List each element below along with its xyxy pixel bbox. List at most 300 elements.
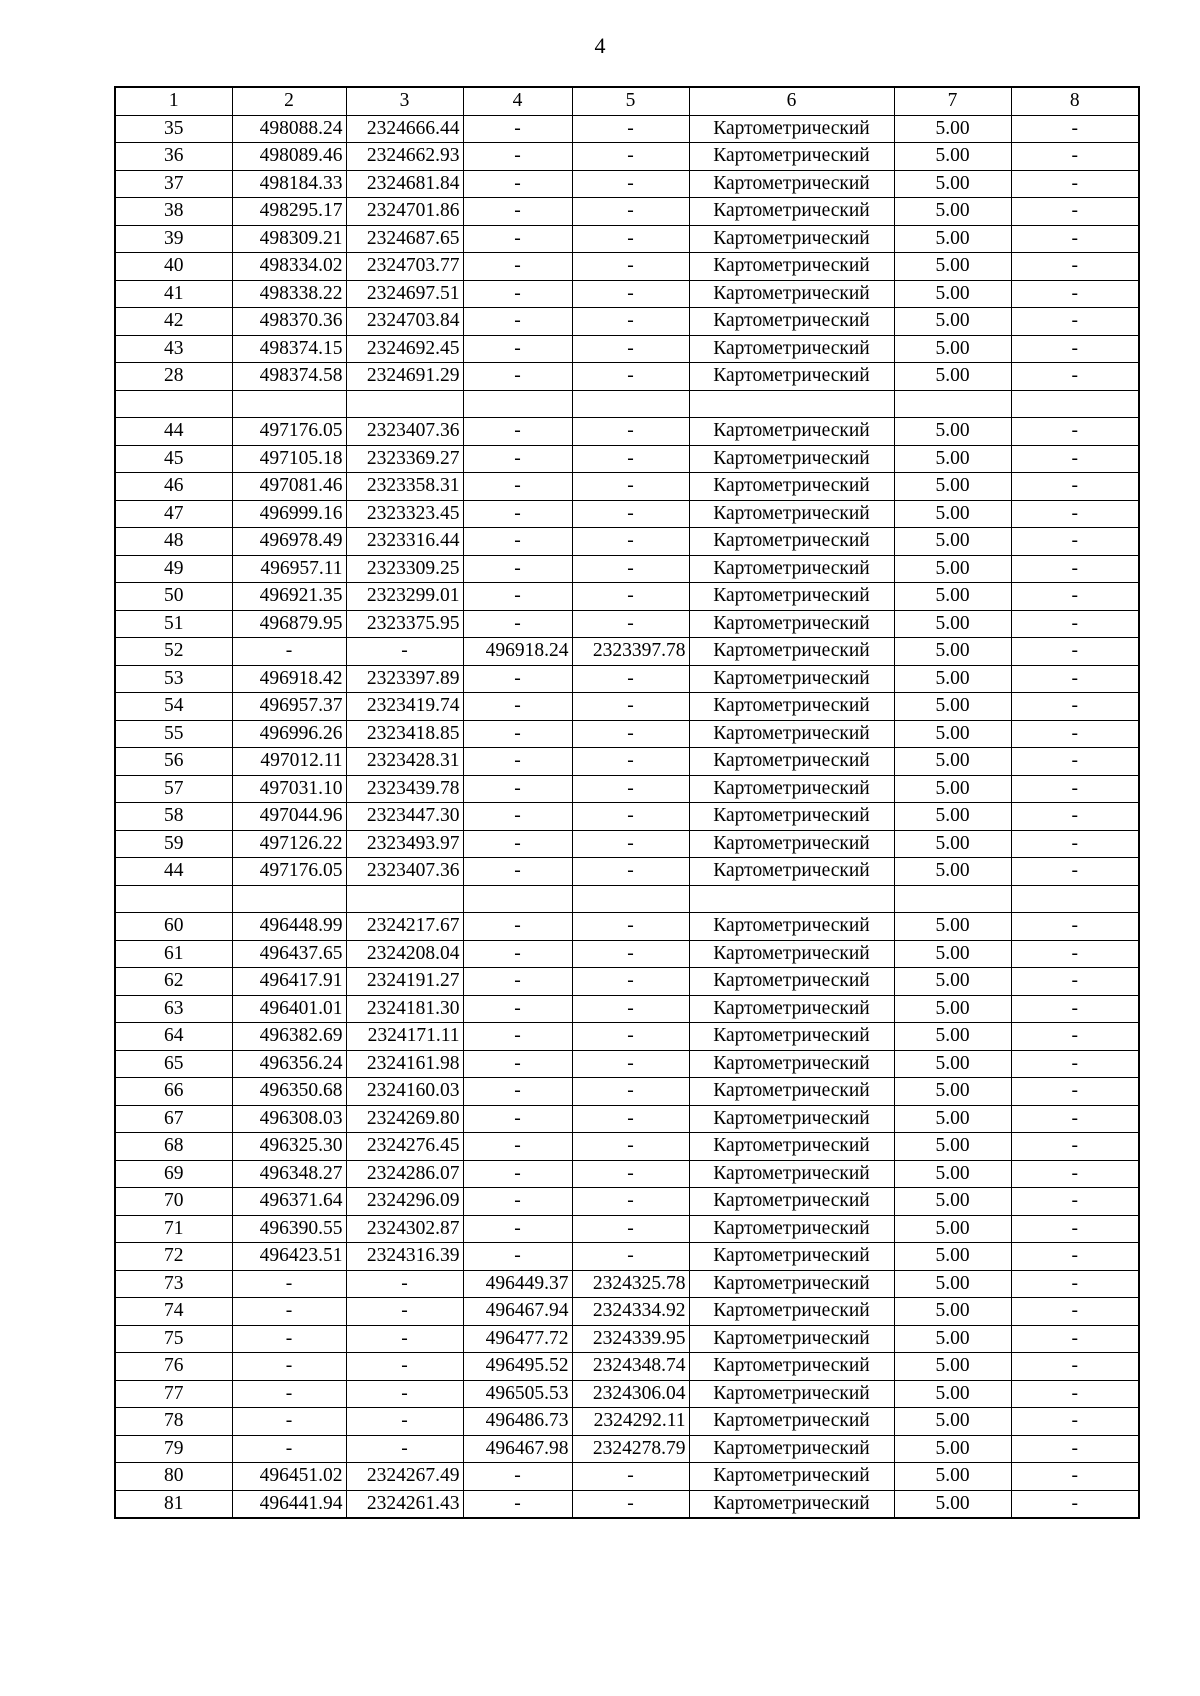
y-coordinate-alt-cell: - bbox=[572, 143, 689, 171]
precision-cell bbox=[894, 390, 1011, 418]
y-coordinate-cell bbox=[346, 885, 463, 913]
y-coordinate-cell: 2323323.45 bbox=[346, 500, 463, 528]
y-coordinate-alt-cell bbox=[572, 390, 689, 418]
precision-cell: 5.00 bbox=[894, 1435, 1011, 1463]
x-coordinate-cell: 497176.05 bbox=[232, 858, 346, 886]
x-coordinate-cell: 498089.46 bbox=[232, 143, 346, 171]
point-number-cell: 43 bbox=[115, 335, 232, 363]
method-cell: Картометрический bbox=[689, 253, 894, 281]
y-coordinate-alt-cell: - bbox=[572, 583, 689, 611]
y-coordinate-cell: - bbox=[346, 1298, 463, 1326]
x-coordinate-cell: 496437.65 bbox=[232, 940, 346, 968]
x-coordinate-cell: 496308.03 bbox=[232, 1105, 346, 1133]
point-number-cell: 37 bbox=[115, 170, 232, 198]
note-cell: - bbox=[1011, 1435, 1139, 1463]
x-coordinate-alt-cell: - bbox=[463, 280, 572, 308]
x-coordinate-cell: 498370.36 bbox=[232, 308, 346, 336]
x-coordinate-alt-cell: 496495.52 bbox=[463, 1353, 572, 1381]
x-coordinate-alt-cell: - bbox=[463, 1050, 572, 1078]
x-coordinate-cell: - bbox=[232, 1353, 346, 1381]
point-number-cell: 74 bbox=[115, 1298, 232, 1326]
y-coordinate-alt-cell: - bbox=[572, 500, 689, 528]
x-coordinate-cell: - bbox=[232, 1435, 346, 1463]
x-coordinate-cell: 496957.37 bbox=[232, 693, 346, 721]
table-row bbox=[115, 115, 1139, 143]
precision-cell: 5.00 bbox=[894, 775, 1011, 803]
note-cell: - bbox=[1011, 1298, 1139, 1326]
x-coordinate-cell: 496390.55 bbox=[232, 1215, 346, 1243]
precision-cell: 5.00 bbox=[894, 1160, 1011, 1188]
point-number-cell: 70 bbox=[115, 1188, 232, 1216]
column-header: 3 bbox=[346, 87, 463, 115]
x-coordinate-alt-cell: 496449.37 bbox=[463, 1270, 572, 1298]
y-coordinate-cell: - bbox=[346, 1353, 463, 1381]
method-cell: Картометрический bbox=[689, 1050, 894, 1078]
point-number-cell: 53 bbox=[115, 665, 232, 693]
y-coordinate-cell: 2323299.01 bbox=[346, 583, 463, 611]
point-number-cell: 50 bbox=[115, 583, 232, 611]
note-cell: - bbox=[1011, 1243, 1139, 1271]
table-row bbox=[115, 170, 1139, 198]
y-coordinate-alt-cell: - bbox=[572, 1105, 689, 1133]
x-coordinate-cell: 496879.95 bbox=[232, 610, 346, 638]
note-cell: - bbox=[1011, 143, 1139, 171]
x-coordinate-cell: - bbox=[232, 638, 346, 666]
x-coordinate-alt-cell: - bbox=[463, 940, 572, 968]
point-number-cell: 73 bbox=[115, 1270, 232, 1298]
point-number-cell: 38 bbox=[115, 198, 232, 226]
y-coordinate-cell: 2324160.03 bbox=[346, 1078, 463, 1106]
precision-cell: 5.00 bbox=[894, 1270, 1011, 1298]
note-cell: - bbox=[1011, 335, 1139, 363]
precision-cell: 5.00 bbox=[894, 1463, 1011, 1491]
method-cell: Картометрический bbox=[689, 143, 894, 171]
y-coordinate-alt-cell: - bbox=[572, 1243, 689, 1271]
x-coordinate-alt-cell: - bbox=[463, 253, 572, 281]
y-coordinate-cell: 2324269.80 bbox=[346, 1105, 463, 1133]
note-cell: - bbox=[1011, 665, 1139, 693]
x-coordinate-cell: - bbox=[232, 1380, 346, 1408]
y-coordinate-alt-cell: - bbox=[572, 1050, 689, 1078]
method-cell: Картометрический bbox=[689, 583, 894, 611]
y-coordinate-alt-cell: - bbox=[572, 528, 689, 556]
point-number-cell: 63 bbox=[115, 995, 232, 1023]
precision-cell: 5.00 bbox=[894, 1050, 1011, 1078]
x-coordinate-alt-cell: - bbox=[463, 473, 572, 501]
method-cell: Картометрический bbox=[689, 308, 894, 336]
y-coordinate-alt-cell: 2324325.78 bbox=[572, 1270, 689, 1298]
note-cell: - bbox=[1011, 528, 1139, 556]
y-coordinate-cell: 2323358.31 bbox=[346, 473, 463, 501]
y-coordinate-cell: 2324296.09 bbox=[346, 1188, 463, 1216]
note-cell: - bbox=[1011, 1408, 1139, 1436]
y-coordinate-cell: 2324687.65 bbox=[346, 225, 463, 253]
method-cell: Картометрический bbox=[689, 803, 894, 831]
method-cell: Картометрический bbox=[689, 280, 894, 308]
table-row bbox=[115, 1078, 1139, 1106]
note-cell: - bbox=[1011, 170, 1139, 198]
method-cell: Картометрический bbox=[689, 748, 894, 776]
table-row bbox=[115, 555, 1139, 583]
table-row bbox=[115, 1215, 1139, 1243]
point-number-cell: 68 bbox=[115, 1133, 232, 1161]
y-coordinate-alt-cell: - bbox=[572, 858, 689, 886]
note-cell: - bbox=[1011, 940, 1139, 968]
column-header: 5 bbox=[572, 87, 689, 115]
precision-cell: 5.00 bbox=[894, 830, 1011, 858]
table-row bbox=[115, 280, 1139, 308]
precision-cell: 5.00 bbox=[894, 610, 1011, 638]
x-coordinate-cell: 496371.64 bbox=[232, 1188, 346, 1216]
x-coordinate-alt-cell: - bbox=[463, 500, 572, 528]
note-cell: - bbox=[1011, 1463, 1139, 1491]
precision-cell: 5.00 bbox=[894, 858, 1011, 886]
x-coordinate-cell: 498374.15 bbox=[232, 335, 346, 363]
y-coordinate-alt-cell: 2323397.78 bbox=[572, 638, 689, 666]
x-coordinate-cell: 497105.18 bbox=[232, 445, 346, 473]
y-coordinate-cell: 2324666.44 bbox=[346, 115, 463, 143]
x-coordinate-cell: 497081.46 bbox=[232, 473, 346, 501]
x-coordinate-cell: 496921.35 bbox=[232, 583, 346, 611]
method-cell: Картометрический bbox=[689, 473, 894, 501]
method-cell bbox=[689, 390, 894, 418]
note-cell: - bbox=[1011, 473, 1139, 501]
x-coordinate-alt-cell: - bbox=[463, 610, 572, 638]
table-row bbox=[115, 583, 1139, 611]
point-number-cell: 64 bbox=[115, 1023, 232, 1051]
y-coordinate-cell: 2323407.36 bbox=[346, 418, 463, 446]
note-cell: - bbox=[1011, 748, 1139, 776]
note-cell: - bbox=[1011, 1050, 1139, 1078]
method-cell: Картометрический bbox=[689, 940, 894, 968]
precision-cell: 5.00 bbox=[894, 803, 1011, 831]
point-number-cell: 66 bbox=[115, 1078, 232, 1106]
table-row bbox=[115, 830, 1139, 858]
y-coordinate-alt-cell: - bbox=[572, 913, 689, 941]
point-number-cell: 35 bbox=[115, 115, 232, 143]
note-cell: - bbox=[1011, 830, 1139, 858]
method-cell: Картометрический bbox=[689, 1490, 894, 1518]
y-coordinate-alt-cell: - bbox=[572, 1078, 689, 1106]
y-coordinate-cell: 2324217.67 bbox=[346, 913, 463, 941]
table-row bbox=[115, 253, 1139, 281]
note-cell: - bbox=[1011, 1380, 1139, 1408]
y-coordinate-alt-cell: - bbox=[572, 335, 689, 363]
note-cell: - bbox=[1011, 198, 1139, 226]
x-coordinate-cell: 496325.30 bbox=[232, 1133, 346, 1161]
x-coordinate-alt-cell: 496467.98 bbox=[463, 1435, 572, 1463]
x-coordinate-cell: 496356.24 bbox=[232, 1050, 346, 1078]
precision-cell: 5.00 bbox=[894, 335, 1011, 363]
point-number-cell: 40 bbox=[115, 253, 232, 281]
x-coordinate-cell: 496382.69 bbox=[232, 1023, 346, 1051]
point-number-cell: 60 bbox=[115, 913, 232, 941]
method-cell: Картометрический bbox=[689, 638, 894, 666]
x-coordinate-cell: 496423.51 bbox=[232, 1243, 346, 1271]
y-coordinate-alt-cell: - bbox=[572, 225, 689, 253]
x-coordinate-alt-cell: - bbox=[463, 968, 572, 996]
precision-cell: 5.00 bbox=[894, 1325, 1011, 1353]
y-coordinate-alt-cell: - bbox=[572, 1188, 689, 1216]
y-coordinate-alt-cell: - bbox=[572, 363, 689, 391]
table-separator-row bbox=[115, 390, 1139, 418]
y-coordinate-alt-cell: - bbox=[572, 803, 689, 831]
table-row bbox=[115, 473, 1139, 501]
x-coordinate-alt-cell: - bbox=[463, 418, 572, 446]
table-row bbox=[115, 1105, 1139, 1133]
y-coordinate-alt-cell: - bbox=[572, 308, 689, 336]
method-cell: Картометрический bbox=[689, 610, 894, 638]
table-row bbox=[115, 913, 1139, 941]
note-cell: - bbox=[1011, 775, 1139, 803]
y-coordinate-alt-cell: 2324339.95 bbox=[572, 1325, 689, 1353]
point-number-cell: 56 bbox=[115, 748, 232, 776]
y-coordinate-alt-cell: - bbox=[572, 693, 689, 721]
column-header: 2 bbox=[232, 87, 346, 115]
table-row bbox=[115, 1463, 1139, 1491]
note-cell: - bbox=[1011, 1105, 1139, 1133]
method-cell: Картометрический bbox=[689, 995, 894, 1023]
method-cell: Картометрический bbox=[689, 1243, 894, 1271]
point-number-cell: 44 bbox=[115, 858, 232, 886]
y-coordinate-alt-cell: - bbox=[572, 115, 689, 143]
x-coordinate-alt-cell: - bbox=[463, 995, 572, 1023]
precision-cell: 5.00 bbox=[894, 280, 1011, 308]
note-cell: - bbox=[1011, 638, 1139, 666]
x-coordinate-alt-cell: - bbox=[463, 720, 572, 748]
y-coordinate-alt-cell: - bbox=[572, 198, 689, 226]
table-row bbox=[115, 968, 1139, 996]
x-coordinate-alt-cell: - bbox=[463, 913, 572, 941]
precision-cell: 5.00 bbox=[894, 115, 1011, 143]
precision-cell: 5.00 bbox=[894, 473, 1011, 501]
x-coordinate-cell: 497012.11 bbox=[232, 748, 346, 776]
point-number-cell bbox=[115, 390, 232, 418]
x-coordinate-cell: 498184.33 bbox=[232, 170, 346, 198]
y-coordinate-alt-cell bbox=[572, 885, 689, 913]
note-cell: - bbox=[1011, 1023, 1139, 1051]
y-coordinate-cell: 2323418.85 bbox=[346, 720, 463, 748]
x-coordinate-cell: 498088.24 bbox=[232, 115, 346, 143]
table-row bbox=[115, 665, 1139, 693]
point-number-cell: 57 bbox=[115, 775, 232, 803]
point-number-cell: 65 bbox=[115, 1050, 232, 1078]
point-number-cell: 77 bbox=[115, 1380, 232, 1408]
method-cell: Картометрический bbox=[689, 1325, 894, 1353]
precision-cell: 5.00 bbox=[894, 1188, 1011, 1216]
x-coordinate-cell bbox=[232, 390, 346, 418]
point-number-cell: 52 bbox=[115, 638, 232, 666]
y-coordinate-cell: 2324703.84 bbox=[346, 308, 463, 336]
y-coordinate-alt-cell: - bbox=[572, 610, 689, 638]
point-number-cell: 41 bbox=[115, 280, 232, 308]
table-row bbox=[115, 225, 1139, 253]
note-cell: - bbox=[1011, 115, 1139, 143]
method-cell: Картометрический bbox=[689, 1463, 894, 1491]
table-row bbox=[115, 500, 1139, 528]
page-number: 4 bbox=[594, 33, 606, 58]
x-coordinate-alt-cell: - bbox=[463, 1105, 572, 1133]
note-cell: - bbox=[1011, 610, 1139, 638]
y-coordinate-cell: 2323309.25 bbox=[346, 555, 463, 583]
column-header: 1 bbox=[115, 87, 232, 115]
column-header: 6 bbox=[689, 87, 894, 115]
y-coordinate-cell: 2323316.44 bbox=[346, 528, 463, 556]
column-header: 4 bbox=[463, 87, 572, 115]
y-coordinate-cell: 2324171.11 bbox=[346, 1023, 463, 1051]
y-coordinate-cell: - bbox=[346, 1435, 463, 1463]
x-coordinate-alt-cell bbox=[463, 390, 572, 418]
y-coordinate-cell: 2324276.45 bbox=[346, 1133, 463, 1161]
y-coordinate-cell: 2324161.98 bbox=[346, 1050, 463, 1078]
precision-cell: 5.00 bbox=[894, 1353, 1011, 1381]
table-row bbox=[115, 803, 1139, 831]
method-cell: Картометрический bbox=[689, 1215, 894, 1243]
method-cell: Картометрический bbox=[689, 858, 894, 886]
y-coordinate-cell: 2324697.51 bbox=[346, 280, 463, 308]
x-coordinate-alt-cell: - bbox=[463, 1023, 572, 1051]
column-header: 8 bbox=[1011, 87, 1139, 115]
method-cell: Картометрический bbox=[689, 1380, 894, 1408]
precision-cell: 5.00 bbox=[894, 555, 1011, 583]
x-coordinate-cell: 496350.68 bbox=[232, 1078, 346, 1106]
x-coordinate-cell: 497044.96 bbox=[232, 803, 346, 831]
precision-cell: 5.00 bbox=[894, 720, 1011, 748]
point-number-cell: 75 bbox=[115, 1325, 232, 1353]
note-cell: - bbox=[1011, 1133, 1139, 1161]
x-coordinate-cell: 498338.22 bbox=[232, 280, 346, 308]
table-row bbox=[115, 335, 1139, 363]
y-coordinate-alt-cell: - bbox=[572, 280, 689, 308]
method-cell: Картометрический bbox=[689, 1353, 894, 1381]
note-cell: - bbox=[1011, 280, 1139, 308]
x-coordinate-alt-cell: - bbox=[463, 198, 572, 226]
coordinates-table bbox=[114, 86, 1140, 1519]
precision-cell: 5.00 bbox=[894, 665, 1011, 693]
method-cell: Картометрический bbox=[689, 1408, 894, 1436]
column-header: 7 bbox=[894, 87, 1011, 115]
y-coordinate-cell: 2323419.74 bbox=[346, 693, 463, 721]
x-coordinate-alt-cell: - bbox=[463, 1215, 572, 1243]
y-coordinate-alt-cell: - bbox=[572, 1215, 689, 1243]
table-row bbox=[115, 1160, 1139, 1188]
y-coordinate-alt-cell: - bbox=[572, 995, 689, 1023]
table-row bbox=[115, 1353, 1139, 1381]
table-row bbox=[115, 610, 1139, 638]
x-coordinate-cell: 498309.21 bbox=[232, 225, 346, 253]
y-coordinate-cell: 2324286.07 bbox=[346, 1160, 463, 1188]
point-number-cell: 47 bbox=[115, 500, 232, 528]
table-row bbox=[115, 1188, 1139, 1216]
y-coordinate-cell: - bbox=[346, 638, 463, 666]
table-row bbox=[115, 748, 1139, 776]
table-row bbox=[115, 1023, 1139, 1051]
method-cell: Картометрический bbox=[689, 830, 894, 858]
x-coordinate-cell: 498334.02 bbox=[232, 253, 346, 281]
y-coordinate-alt-cell: - bbox=[572, 1133, 689, 1161]
method-cell: Картометрический bbox=[689, 1133, 894, 1161]
x-coordinate-alt-cell: - bbox=[463, 445, 572, 473]
x-coordinate-alt-cell: 496505.53 bbox=[463, 1380, 572, 1408]
table-row bbox=[115, 1435, 1139, 1463]
x-coordinate-alt-cell: - bbox=[463, 335, 572, 363]
table-separator-row bbox=[115, 885, 1139, 913]
point-number-cell: 79 bbox=[115, 1435, 232, 1463]
precision-cell: 5.00 bbox=[894, 1380, 1011, 1408]
x-coordinate-cell: 496918.42 bbox=[232, 665, 346, 693]
point-number-cell: 81 bbox=[115, 1490, 232, 1518]
table-row bbox=[115, 858, 1139, 886]
y-coordinate-cell: 2324691.29 bbox=[346, 363, 463, 391]
method-cell: Картометрический bbox=[689, 775, 894, 803]
table-body bbox=[115, 115, 1139, 1518]
point-number-cell: 44 bbox=[115, 418, 232, 446]
x-coordinate-alt-cell: - bbox=[463, 775, 572, 803]
table-row bbox=[115, 693, 1139, 721]
point-number-cell: 51 bbox=[115, 610, 232, 638]
x-coordinate-alt-cell: - bbox=[463, 1160, 572, 1188]
x-coordinate-alt-cell: - bbox=[463, 555, 572, 583]
y-coordinate-alt-cell: - bbox=[572, 940, 689, 968]
y-coordinate-cell: 2324703.77 bbox=[346, 253, 463, 281]
y-coordinate-cell: 2324191.27 bbox=[346, 968, 463, 996]
precision-cell: 5.00 bbox=[894, 500, 1011, 528]
x-coordinate-cell: - bbox=[232, 1325, 346, 1353]
y-coordinate-alt-cell: - bbox=[572, 445, 689, 473]
x-coordinate-cell: 496401.01 bbox=[232, 995, 346, 1023]
table-row bbox=[115, 1133, 1139, 1161]
y-coordinate-cell: - bbox=[346, 1270, 463, 1298]
x-coordinate-cell: - bbox=[232, 1298, 346, 1326]
precision-cell: 5.00 bbox=[894, 968, 1011, 996]
point-number-cell: 46 bbox=[115, 473, 232, 501]
y-coordinate-cell: 2323447.30 bbox=[346, 803, 463, 831]
precision-cell: 5.00 bbox=[894, 995, 1011, 1023]
method-cell: Картометрический bbox=[689, 500, 894, 528]
y-coordinate-cell: 2323493.97 bbox=[346, 830, 463, 858]
x-coordinate-cell: 496348.27 bbox=[232, 1160, 346, 1188]
x-coordinate-cell bbox=[232, 885, 346, 913]
x-coordinate-alt-cell: - bbox=[463, 528, 572, 556]
y-coordinate-alt-cell: - bbox=[572, 1023, 689, 1051]
note-cell: - bbox=[1011, 968, 1139, 996]
y-coordinate-cell: 2324261.43 bbox=[346, 1490, 463, 1518]
precision-cell: 5.00 bbox=[894, 528, 1011, 556]
note-cell: - bbox=[1011, 363, 1139, 391]
note-cell: - bbox=[1011, 445, 1139, 473]
method-cell: Картометрический bbox=[689, 1023, 894, 1051]
y-coordinate-alt-cell: - bbox=[572, 748, 689, 776]
table-row bbox=[115, 995, 1139, 1023]
y-coordinate-alt-cell: - bbox=[572, 1160, 689, 1188]
y-coordinate-alt-cell: 2324334.92 bbox=[572, 1298, 689, 1326]
x-coordinate-cell: 496957.11 bbox=[232, 555, 346, 583]
table-row bbox=[115, 775, 1139, 803]
method-cell: Картометрический bbox=[689, 1105, 894, 1133]
y-coordinate-cell: 2323428.31 bbox=[346, 748, 463, 776]
precision-cell: 5.00 bbox=[894, 1490, 1011, 1518]
y-coordinate-alt-cell: 2324306.04 bbox=[572, 1380, 689, 1408]
note-cell: - bbox=[1011, 500, 1139, 528]
y-coordinate-alt-cell: 2324278.79 bbox=[572, 1435, 689, 1463]
note-cell: - bbox=[1011, 913, 1139, 941]
x-coordinate-cell: 496978.49 bbox=[232, 528, 346, 556]
x-coordinate-cell: 498295.17 bbox=[232, 198, 346, 226]
note-cell: - bbox=[1011, 693, 1139, 721]
y-coordinate-cell: 2324316.39 bbox=[346, 1243, 463, 1271]
note-cell: - bbox=[1011, 720, 1139, 748]
x-coordinate-alt-cell: - bbox=[463, 1463, 572, 1491]
